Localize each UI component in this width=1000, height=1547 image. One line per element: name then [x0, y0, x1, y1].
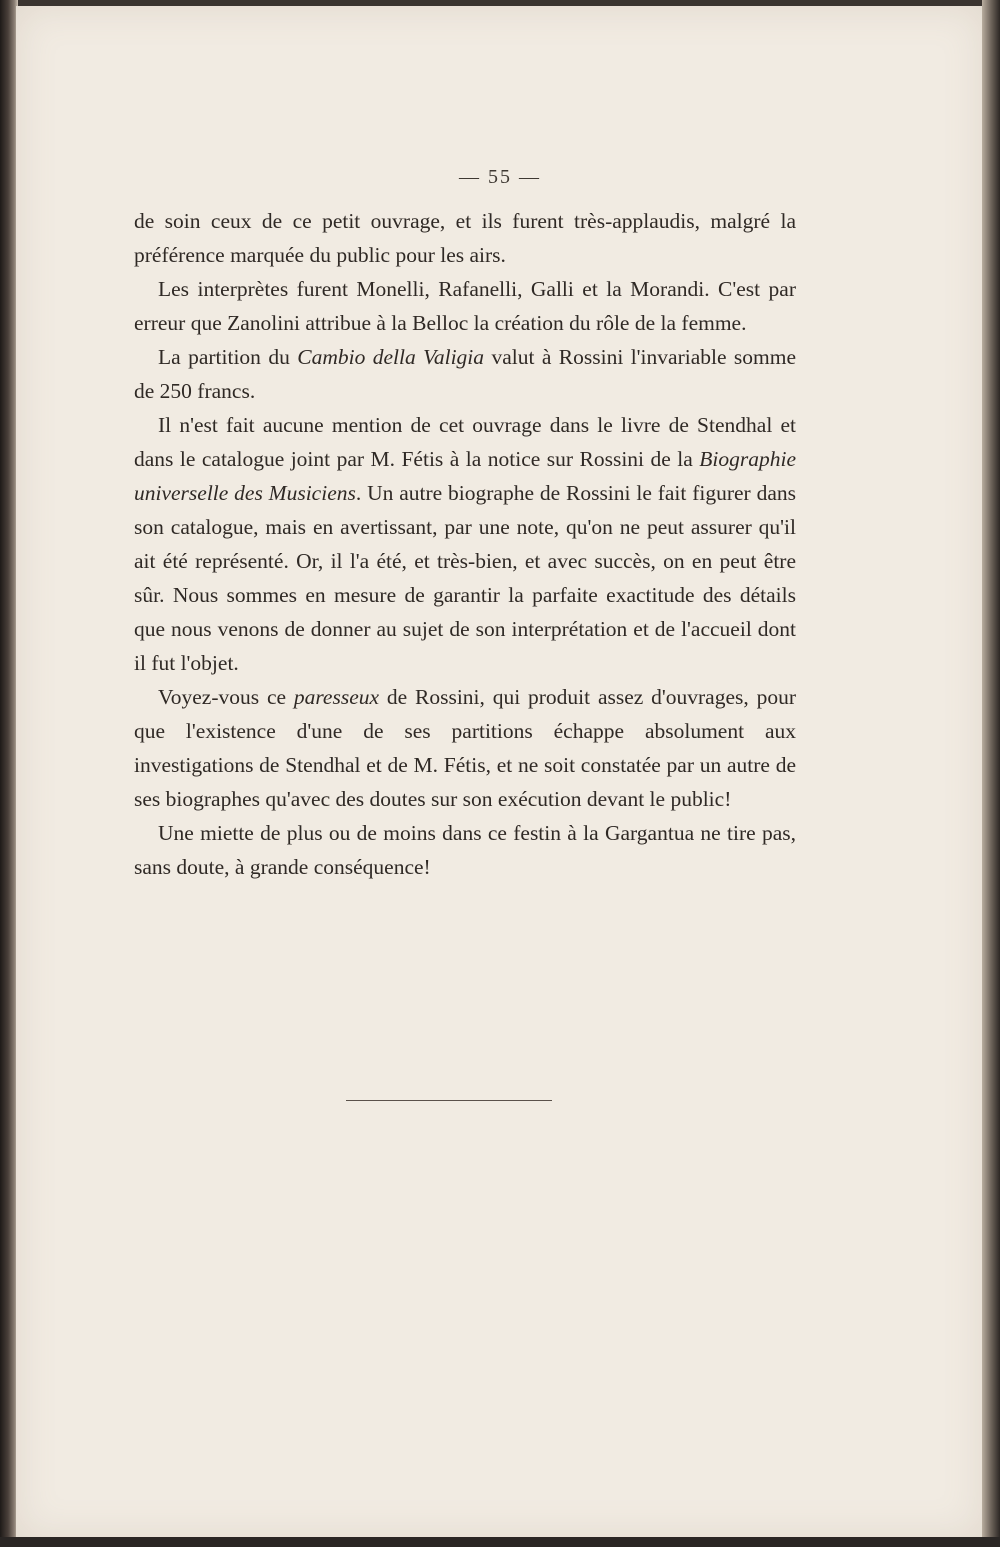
text-run: Il n'est fait aucune mention de cet ouvrage dans le livre de Stendhal et dans le catalogue joint par M. Fétis à la notice sur Rossini de la [134, 413, 796, 471]
text-run: de soin ceux de ce petit ouvrage, et ils furent très-applaudis, malgré la préférence marquée du public pour les airs. [134, 209, 796, 267]
italic-title: Cambio della Valigia [297, 345, 485, 369]
text-run: de Rossini, qui produit assez d'ouvrages, pour que l'existence d'une de ses partitions échappe absolument aux investigations de Stendhal et de M. Fétis, et ne soit constatée par un autre de ses biographes qu'avec des doutes sur son exécution devant le public! [134, 685, 796, 811]
text-run: Voyez-vous ce [158, 685, 294, 709]
italic-word: paresseux [293, 685, 380, 709]
italic-title: Biographie universelle des Musiciens [134, 447, 796, 505]
text-run: La partition du [158, 345, 298, 369]
paragraph [134, 272, 796, 340]
text-run: Une miette de plus ou de moins dans ce festin à la Gargantua ne tire pas, sans doute, à grande conséquence! [134, 821, 796, 879]
paragraph [134, 680, 796, 816]
page-number: — 55 — [459, 166, 541, 188]
body-text [134, 204, 796, 884]
paragraph [134, 340, 796, 408]
paragraph [134, 204, 796, 272]
page-edge [982, 0, 1000, 1547]
paragraph [134, 408, 796, 680]
text-run: valut à Rossini l'invariable somme de 250 francs. [134, 345, 797, 403]
book-page [16, 6, 984, 1539]
text-run: Les interprètes furent Monelli, Rafanelli, Galli et la Morandi. C'est par erreur que Zanolini attribue à la Belloc la création du rôle de la femme. [134, 277, 796, 335]
bottom-edge [0, 1537, 1000, 1547]
text-run: . Un autre biographe de Rossini le fait figurer dans son catalogue, mais en avertissant, par une note, qu'on ne peut assurer qu'il ait été représenté. Or, il l'a été, et très-bien, et avec succès, on en peut être sûr. Nous sommes en mesure de garantir la parfaite exactitude des détails que nous venons de donner au sujet de son interprétation et de l'accueil dont il fut l'objet. [134, 481, 796, 675]
end-rule [346, 1100, 552, 1101]
paragraph [134, 816, 796, 884]
